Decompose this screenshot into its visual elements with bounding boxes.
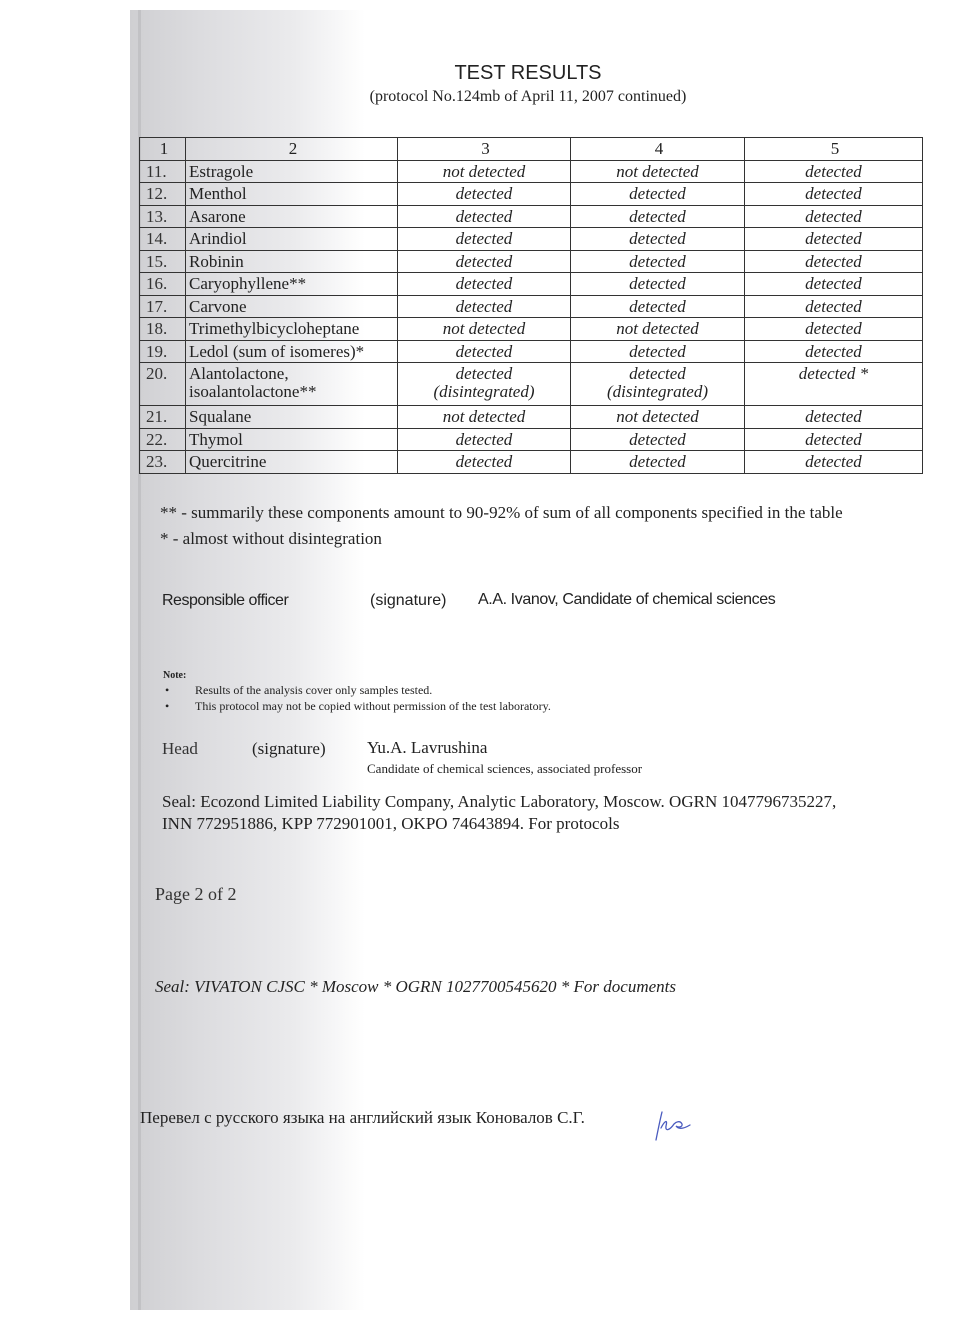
table-row xyxy=(140,318,923,341)
page-title: TEST RESULTS xyxy=(454,62,602,84)
column-header: 4 xyxy=(571,138,745,161)
seal-documents: Seal: VIVATON CJSC * Moscow * OGRN 1027700545620 * For documents xyxy=(155,977,676,996)
result-cell: detected xyxy=(571,340,745,363)
component-name: Thymol xyxy=(186,428,398,451)
result-cell: detected * xyxy=(745,363,923,406)
row-number: 22. xyxy=(140,428,186,451)
component-name: Menthol xyxy=(186,183,398,206)
seal-line: INN 772951886, KPP 772901001, OKPO 74643894. For protocols xyxy=(162,814,620,833)
result-cell: detected xyxy=(571,428,745,451)
result-cell: not detected xyxy=(398,160,571,183)
column-header: 3 xyxy=(398,138,571,161)
row-number: 18. xyxy=(140,318,186,341)
table-row xyxy=(140,428,923,451)
component-name: Arindiol xyxy=(186,228,398,251)
result-cell: detected xyxy=(571,183,745,206)
result-cell: detected xyxy=(571,451,745,474)
note-heading: Note: xyxy=(163,670,187,681)
result-cell: not detected xyxy=(571,318,745,341)
component-name-line: Alantolactone, xyxy=(189,364,289,383)
result-line: detected xyxy=(629,364,686,383)
result-cell: detected xyxy=(398,250,571,273)
row-number: 17. xyxy=(140,295,186,318)
table-row xyxy=(140,363,923,406)
row-number: 11. xyxy=(140,160,186,183)
result-cell xyxy=(398,363,571,406)
footnote-single-star: * - almost without disintegration xyxy=(160,529,382,548)
result-cell: detected xyxy=(398,273,571,296)
result-cell: not detected xyxy=(571,406,745,429)
component-name xyxy=(186,363,398,406)
table-row xyxy=(140,228,923,251)
head-label: Head xyxy=(162,739,198,758)
row-number: 20. xyxy=(140,363,186,406)
result-cell: detected xyxy=(745,295,923,318)
row-number: 13. xyxy=(140,205,186,228)
responsible-officer-label: Responsible officer xyxy=(162,592,289,609)
row-number: 14. xyxy=(140,228,186,251)
component-name: Asarone xyxy=(186,205,398,228)
result-cell: detected xyxy=(745,250,923,273)
bullet: • xyxy=(165,699,170,713)
result-cell: not detected xyxy=(398,406,571,429)
component-name: Quercitrine xyxy=(186,451,398,474)
component-name: Ledol (sum of isomeres)* xyxy=(186,340,398,363)
row-number: 15. xyxy=(140,250,186,273)
result-cell: detected xyxy=(398,205,571,228)
row-number: 12. xyxy=(140,183,186,206)
table-row xyxy=(140,250,923,273)
component-name: Trimethylbicycloheptane xyxy=(186,318,398,341)
table-row xyxy=(140,205,923,228)
table-row xyxy=(140,160,923,183)
result-cell: detected xyxy=(745,183,923,206)
result-line: detected xyxy=(455,364,513,383)
table-row xyxy=(140,273,923,296)
result-cell: detected xyxy=(745,451,923,474)
result-cell: detected xyxy=(745,340,923,363)
result-cell: detected xyxy=(745,205,923,228)
bullet: • xyxy=(165,683,170,697)
result-cell: detected xyxy=(398,340,571,363)
table-header-row xyxy=(140,138,923,161)
result-cell: detected xyxy=(398,451,571,474)
row-number: 16. xyxy=(140,273,186,296)
results-table xyxy=(139,137,923,474)
table-row xyxy=(140,340,923,363)
component-name: Caryophyllene** xyxy=(186,273,398,296)
table-row xyxy=(140,451,923,474)
seal-line: Seal: Ecozond Limited Liability Company, Analytic Laboratory, Moscow. OGRN 1047796735227, xyxy=(162,792,837,811)
table-row xyxy=(140,295,923,318)
result-cell xyxy=(571,363,745,406)
column-header: 1 xyxy=(140,138,186,161)
row-number: 19. xyxy=(140,340,186,363)
result-cell: detected xyxy=(745,273,923,296)
note-item: Results of the analysis cover only samples tested. xyxy=(195,683,433,697)
result-cell: detected xyxy=(571,250,745,273)
result-cell: detected xyxy=(745,428,923,451)
column-header: 2 xyxy=(186,138,398,161)
row-number: 21. xyxy=(140,406,186,429)
head-title: Candidate of chemical sciences, associated professor xyxy=(367,761,643,776)
component-name: Carvone xyxy=(186,295,398,318)
page-subtitle: (protocol No.124mb of April 11, 2007 continued) xyxy=(369,88,687,105)
footnote-double-star: ** - summarily these components amount to 90-92% of sum of all components specified in the table xyxy=(160,503,843,522)
responsible-signature: (signature) xyxy=(370,592,447,609)
result-cell: detected xyxy=(571,273,745,296)
table-row xyxy=(140,406,923,429)
result-cell: not detected xyxy=(571,160,745,183)
result-cell: detected xyxy=(571,295,745,318)
handwritten-signature-icon xyxy=(652,1108,692,1142)
head-name: Yu.A. Lavrushina xyxy=(367,738,488,757)
table-row xyxy=(140,183,923,206)
result-cell: detected xyxy=(571,205,745,228)
head-signature: (signature) xyxy=(252,739,326,758)
result-cell: detected xyxy=(745,228,923,251)
result-cell: detected xyxy=(745,406,923,429)
component-name: Squalane xyxy=(186,406,398,429)
component-name: Robinin xyxy=(186,250,398,273)
note-item: This protocol may not be copied without permission of the test laboratory. xyxy=(195,699,551,713)
result-cell: detected xyxy=(571,228,745,251)
result-line: (disintegrated) xyxy=(433,382,535,401)
result-line: (disintegrated) xyxy=(606,382,709,401)
result-cell: detected xyxy=(398,228,571,251)
result-cell: detected xyxy=(398,183,571,206)
result-cell: detected xyxy=(398,428,571,451)
result-cell: detected xyxy=(398,295,571,318)
result-cell: detected xyxy=(745,318,923,341)
result-cell: not detected xyxy=(398,318,571,341)
page-number: Page 2 of 2 xyxy=(155,884,237,904)
result-cell: detected xyxy=(745,160,923,183)
component-name-line: isoalantolactone** xyxy=(189,382,317,401)
column-header: 5 xyxy=(745,138,923,161)
component-name: Estragole xyxy=(186,160,398,183)
translator-note: Перевел с русского языка на английский язык Коновалов С.Г. xyxy=(140,1108,585,1127)
row-number: 23. xyxy=(140,451,186,474)
responsible-officer-name: A.A. Ivanov, Candidate of chemical sciences xyxy=(478,591,776,608)
